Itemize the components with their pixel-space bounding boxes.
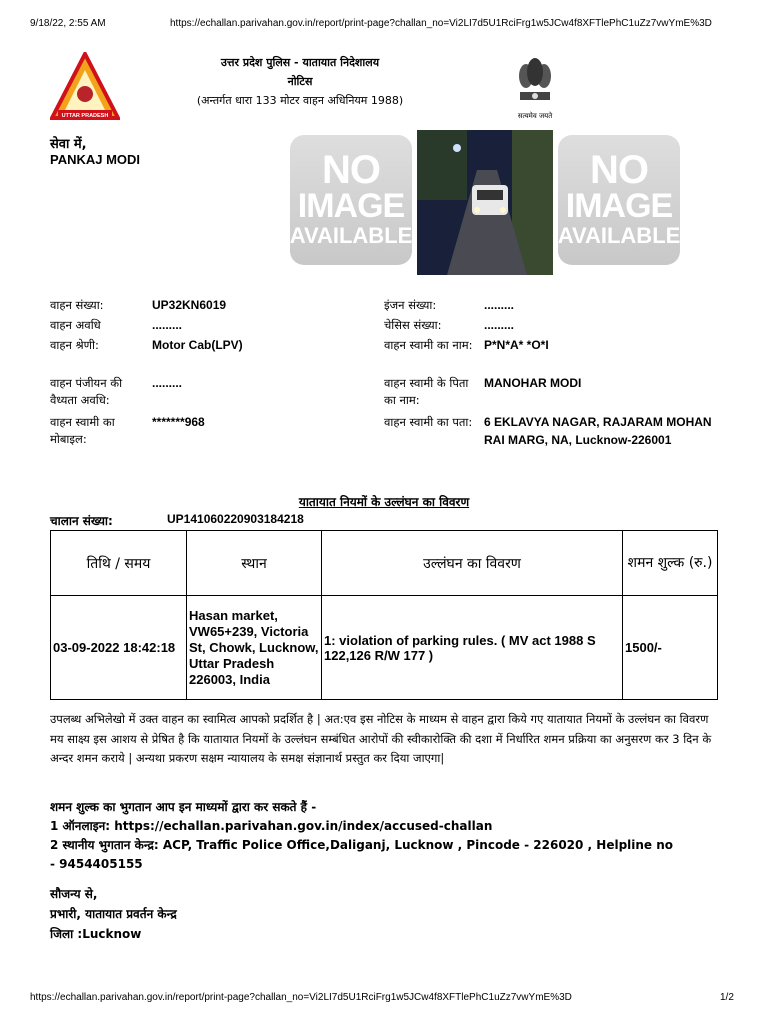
col-fee: शमन शुल्क (रु.) (623, 531, 718, 596)
value-owner-name: P*N*A* *O*I (484, 338, 549, 352)
label-owner-mobile: वाहन स्वामी का मोबाइल: (50, 415, 115, 446)
violation-table (50, 530, 718, 700)
value-chassis-number: ......... (484, 318, 515, 332)
print-url: https://echallan.parivahan.gov.in/report/print-page?challan_no=Vi2LI7d5U1RciFrg1w5JCw4f8XFTlePhC1uZz7vwYmE%3D (170, 18, 712, 29)
value-father-name: MANOHAR MODI (484, 376, 582, 390)
challan-label: चालान संख्या: (50, 514, 113, 528)
violation-section-title: यातायात नियमों के उल्लंघन का विवरण (298, 495, 470, 509)
no-image-placeholder-1: NO IMAGE AVAILABLE (290, 135, 412, 265)
label-registration-validity: वाहन पंजीयन की वैध्यता अवधि: (50, 376, 123, 407)
notice-paragraph: उपलब्ध अभिलेखो में उक्त वाहन का स्वामित्व आपको प्रदर्शित है | अत:एव इस नोटिस के माध्यम से वाहन द्वारा किये गए यातायात नियमों के उल्लंघन का विवरण मय साक्ष्य इस आशय से प्रेषित है कि यातायात नियमों के उल्लंघन सम्बंधित आरोपों की स्वीकारोक्ति की दशा में निर्धारित शमन प्रक्रिया का अनुसरण कर 3 दिन के अन्दर शमन कराये | अन्यथा प्रकरण सक्षम न्यायालय के समक्ष संज्ञानार्थ प्रस्तुत कर दिया जाएगा| (50, 712, 712, 765)
value-vehicle-period: ......... (152, 318, 183, 332)
emblem-motto: सत्यमेव जयते (517, 112, 553, 120)
recipient-name: PANKAJ MODI (50, 152, 141, 167)
header-line3: (अन्तर्गत धारा 133 मोटर वाहन अधिनियम 1988) (196, 94, 404, 107)
cell-place: Hasan market, VW65+239, Victoria St, Chowk, Lucknow, Uttar Pradesh 226003, India (187, 596, 322, 700)
salutation: सेवा में, (50, 137, 87, 152)
label-chassis-number: चेसिस संख्या: (384, 318, 442, 332)
signoff-line1: सौजन्य से, (50, 887, 98, 901)
header-line1: उत्तर प्रदेश पुलिस - यातायात निदेशालय (220, 56, 380, 69)
label-vehicle-period: वाहन अवधि (50, 318, 101, 332)
header-line2: नोटिस (287, 75, 313, 88)
cell-fee: 1500/- (623, 596, 718, 700)
table-row (51, 596, 718, 700)
value-vehicle-number: UP32KN6019 (152, 298, 227, 312)
value-registration-validity: ......... (152, 376, 183, 390)
cell-description: 1: violation of parking rules. ( MV act 1988 S 122,126 R/W 177 ) (322, 596, 623, 700)
label-father-name: वाहन स्वामी के पिता का नाम: (384, 376, 469, 407)
value-vehicle-category: Motor Cab(LPV) (152, 338, 243, 352)
value-owner-mobile: *******968 (152, 415, 205, 429)
payment-online: 1 ऑनलाइन: https://echallan.parivahan.gov.in/index/accused-challan (50, 819, 493, 833)
col-description: उल्लंघन का विवरण (322, 531, 623, 596)
national-emblem-icon (510, 50, 560, 110)
no-image-placeholder-2: NO IMAGE AVAILABLE (558, 135, 680, 265)
payment-heading: शमन शुल्क का भुगतान आप इन माध्यमों द्वारा कर सकते हैं - (50, 800, 317, 814)
value-engine-number: ......... (484, 298, 515, 312)
signoff-line3: जिला :Lucknow (50, 927, 142, 941)
label-owner-name: वाहन स्वामी का नाम: (384, 338, 473, 352)
label-vehicle-number: वाहन संख्या: (50, 298, 104, 312)
payment-local: 2 स्थानीय भुगतान केन्द्र: ACP, Traffic Police Office,Daliganj, Lucknow , Pincode - 226020 , Helpline no - 9454405155 (50, 838, 674, 871)
col-datetime: तिथि / समय (51, 531, 187, 596)
page-number: 1/2 (720, 992, 734, 1003)
col-place: स्थान (187, 531, 322, 596)
print-datetime: 9/18/22, 2:55 AM (30, 18, 106, 29)
cell-datetime: 03-09-2022 18:42:18 (51, 596, 187, 700)
table-header-row (51, 531, 718, 596)
label-vehicle-category: वाहन श्रेणी: (50, 338, 99, 352)
vehicle-photo (417, 130, 553, 275)
up-police-logo (50, 52, 120, 122)
value-owner-address: 6 EKLAVYA NAGAR, RAJARAM MOHAN RAI MARG, NA, Lucknow-226001 (484, 415, 712, 447)
label-engine-number: इंजन संख्या: (384, 298, 437, 312)
svg-text:UTTAR PRADESH: UTTAR PRADESH (61, 113, 109, 119)
footer-url: https://echallan.parivahan.gov.in/report/print-page?challan_no=Vi2LI7d5U1RciFrg1w5JCw4f8XFTlePhC1uZz7vwYmE%3D (30, 992, 572, 1003)
challan-number: UP141060220903184218 (167, 512, 304, 526)
label-owner-address: वाहन स्वामी का पता: (384, 415, 473, 429)
signoff-line2: प्रभारी, यातायात प्रवर्तन केन्द्र (50, 907, 177, 921)
